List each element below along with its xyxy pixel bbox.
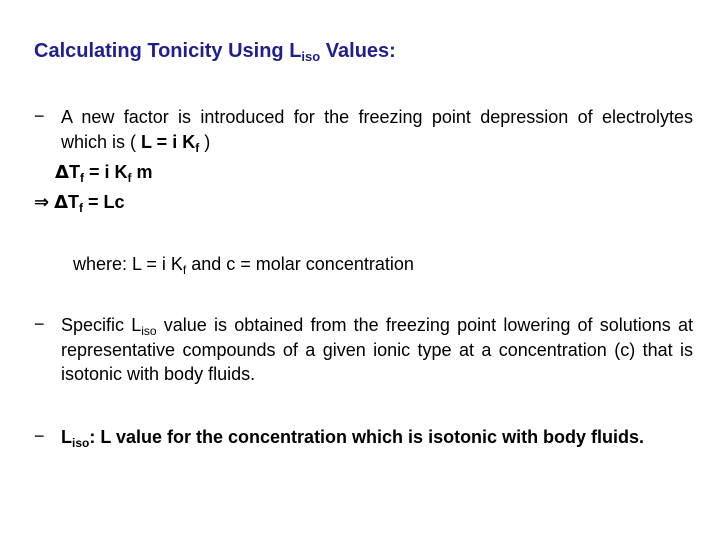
bullet-item-factor: A new factor is introduced for the freezing point depression of electrolytes which is ( L = i $K_f$ )	[61, 107, 693, 155]
bullet-marker: −	[34, 426, 45, 446]
equation-lc: ⇒ $\Delta T_f = Lc$	[34, 192, 125, 215]
bullet-item-specific-liso: Specific $L_{iso}$ value is obtained from the freezing point lowering of solutions at representative compounds of a given ionic type at a concentration (c) that is isotonic with body fluids.	[61, 315, 693, 384]
bullet-marker: −	[34, 106, 45, 126]
slide-title: Calculating Tonicity Using $L_{iso}$ Values:	[34, 40, 396, 64]
bullet-item-liso-definition: $L_{iso}$: L value for the concentration which is isotonic with body fluids.	[61, 427, 645, 450]
bullet-marker: −	[34, 314, 45, 334]
equation-freezing-depression: $\Delta T_f = i$ $K_f$ m	[55, 162, 153, 185]
where-definition: where: L = i $K_f$ and c = molar concentration	[73, 254, 414, 277]
implies-icon: ⇒	[34, 192, 50, 213]
